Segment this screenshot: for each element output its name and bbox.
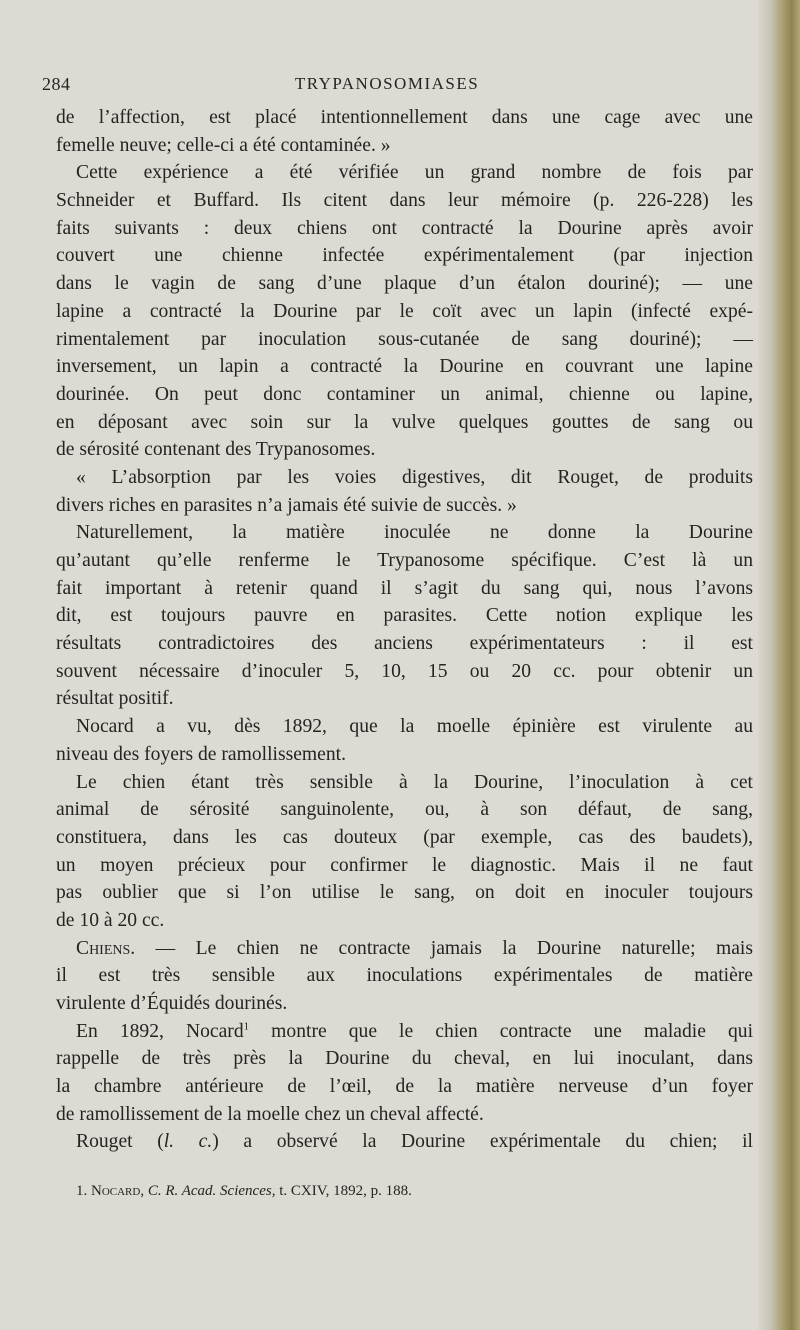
text-segment: montre que le chien contracte une maladie qui — [249, 1020, 754, 1042]
page-number: 284 — [42, 74, 71, 94]
text-line: dans le vagin de sang d’une plaque d’un étalon douriné); — une — [56, 273, 753, 295]
text-line: Le chien étant très sensible à la Dourine, l’inoculation à cet — [76, 771, 753, 793]
text-line: la chambre antérieure de l’œil, de la matière nerveuse d’un foyer — [56, 1076, 753, 1098]
text-segment: ) a observé la Dourine expérimentale du chien; il — [212, 1131, 753, 1153]
text-line: niveau des foyers de ramollissement. — [56, 743, 347, 765]
text-line: « L’absorption par les voies digestives, dit Rouget, de produits — [76, 466, 753, 488]
text-line: rimentalement par inoculation sous-cutanée de sang douriné); — — [56, 328, 753, 350]
text-line: un moyen précieux pour confirmer le diagnostic. Mais il ne faut — [56, 854, 753, 876]
footnote-source: C. R. Acad. Sciences, — [147, 1183, 276, 1199]
text-line: Naturellement, la matière inoculée ne donne la Dourine — [76, 522, 753, 544]
running-title: TRYPANOSOMIASES — [294, 74, 480, 93]
text-line: constituera, dans les cas douteux (par exemple, cas des baudets), — [56, 826, 753, 848]
text-line: de 10 à 20 cc. — [56, 909, 165, 931]
text-line: de l’affection, est placé intentionnellement dans une cage avec une — [56, 107, 753, 128]
text-line: Nocard a vu, dès 1892, que la moelle épinière est virulente au — [76, 716, 753, 738]
text-line: lapine a contracté la Dourine par le coït avec un lapin (infecté expé- — [56, 300, 753, 322]
text-line: rappelle de très près la Dourine du cheval, en lui inoculant, dans — [56, 1048, 753, 1070]
text-line — [56, 1018, 753, 1046]
text-line: de sérosité contenant des Trypanosomes. — [56, 439, 376, 461]
text-line: fait important à retenir quand il s’agit du sang qui, nous l’avons — [56, 577, 753, 599]
text-line — [56, 935, 753, 963]
text-line: dourinée. On peut donc contaminer un animal, chienne ou lapine, — [56, 383, 753, 405]
text-line: souvent nécessaire d’inoculer 5, 10, 15 ou 20 cc. pour obtenir un — [56, 660, 753, 682]
text-segment: — Le chien ne contracte jamais la Dourine naturelle; mais — [135, 937, 753, 959]
text-line: Cette expérience a été vérifiée un grand nombre de fois par — [76, 162, 753, 184]
footnote-marker: 1 — [243, 1020, 250, 1033]
text-line: en déposant avec soin sur la vulve quelques gouttes de sang ou — [56, 411, 753, 433]
text-line: dit, est toujours pauvre en parasites. Cette notion explique les — [56, 605, 753, 627]
text-line: il est très sensible aux inoculations expérimentales de matière — [56, 965, 753, 987]
text-line: de ramollissement de la moelle chez un cheval affecté. — [56, 1103, 484, 1125]
text-line: résultat positif. — [56, 688, 174, 710]
text-segment-italic: l. c. — [163, 1131, 213, 1153]
text-segment: En 1892, Nocard — [76, 1020, 244, 1042]
text-line: pas oublier que si l’on utilise le sang, on doit en inoculer toujours — [56, 882, 753, 904]
text-line: divers riches en parasites n’a jamais été suivie de succès. » — [56, 494, 517, 516]
text-line: résultats contradictoires des anciens expérimentateurs : il est — [56, 633, 753, 655]
section-head-chiens: Chiens. — [76, 937, 136, 959]
text-line — [56, 1128, 753, 1156]
text-line: inversement, un lapin a contracté la Dourine en couvrant une lapine — [56, 356, 753, 378]
footnote-number: 1. — [76, 1183, 88, 1199]
footnote-author: Nocard, — [91, 1183, 145, 1199]
footnote — [76, 1180, 736, 1202]
text-line: Schneider et Buffard. Ils citent dans leur mémoire (p. 226-228) les — [56, 190, 753, 212]
text-line: animal de sérosité sanguinolente, ou, à son défaut, de sang, — [56, 799, 753, 821]
text-segment: Rouget ( — [76, 1131, 164, 1153]
text-line: femelle neuve; celle-ci a été contaminée. » — [56, 134, 391, 156]
text-line: faits suivants : deux chiens ont contracté la Dourine après avoir — [56, 217, 753, 239]
body-text — [56, 104, 753, 1156]
page-edge — [758, 0, 800, 1330]
page-header — [42, 74, 750, 98]
footnote-rest: t. CXIV, 1892, p. 188. — [279, 1183, 412, 1199]
text-line: virulente d’Équidés dourinés. — [56, 993, 288, 1014]
text-line: qu’autant qu’elle renferme le Trypanosome spécifique. C’est là un — [56, 550, 753, 571]
text-line: couvert une chienne infectée expérimentalement (par injection — [56, 245, 753, 267]
